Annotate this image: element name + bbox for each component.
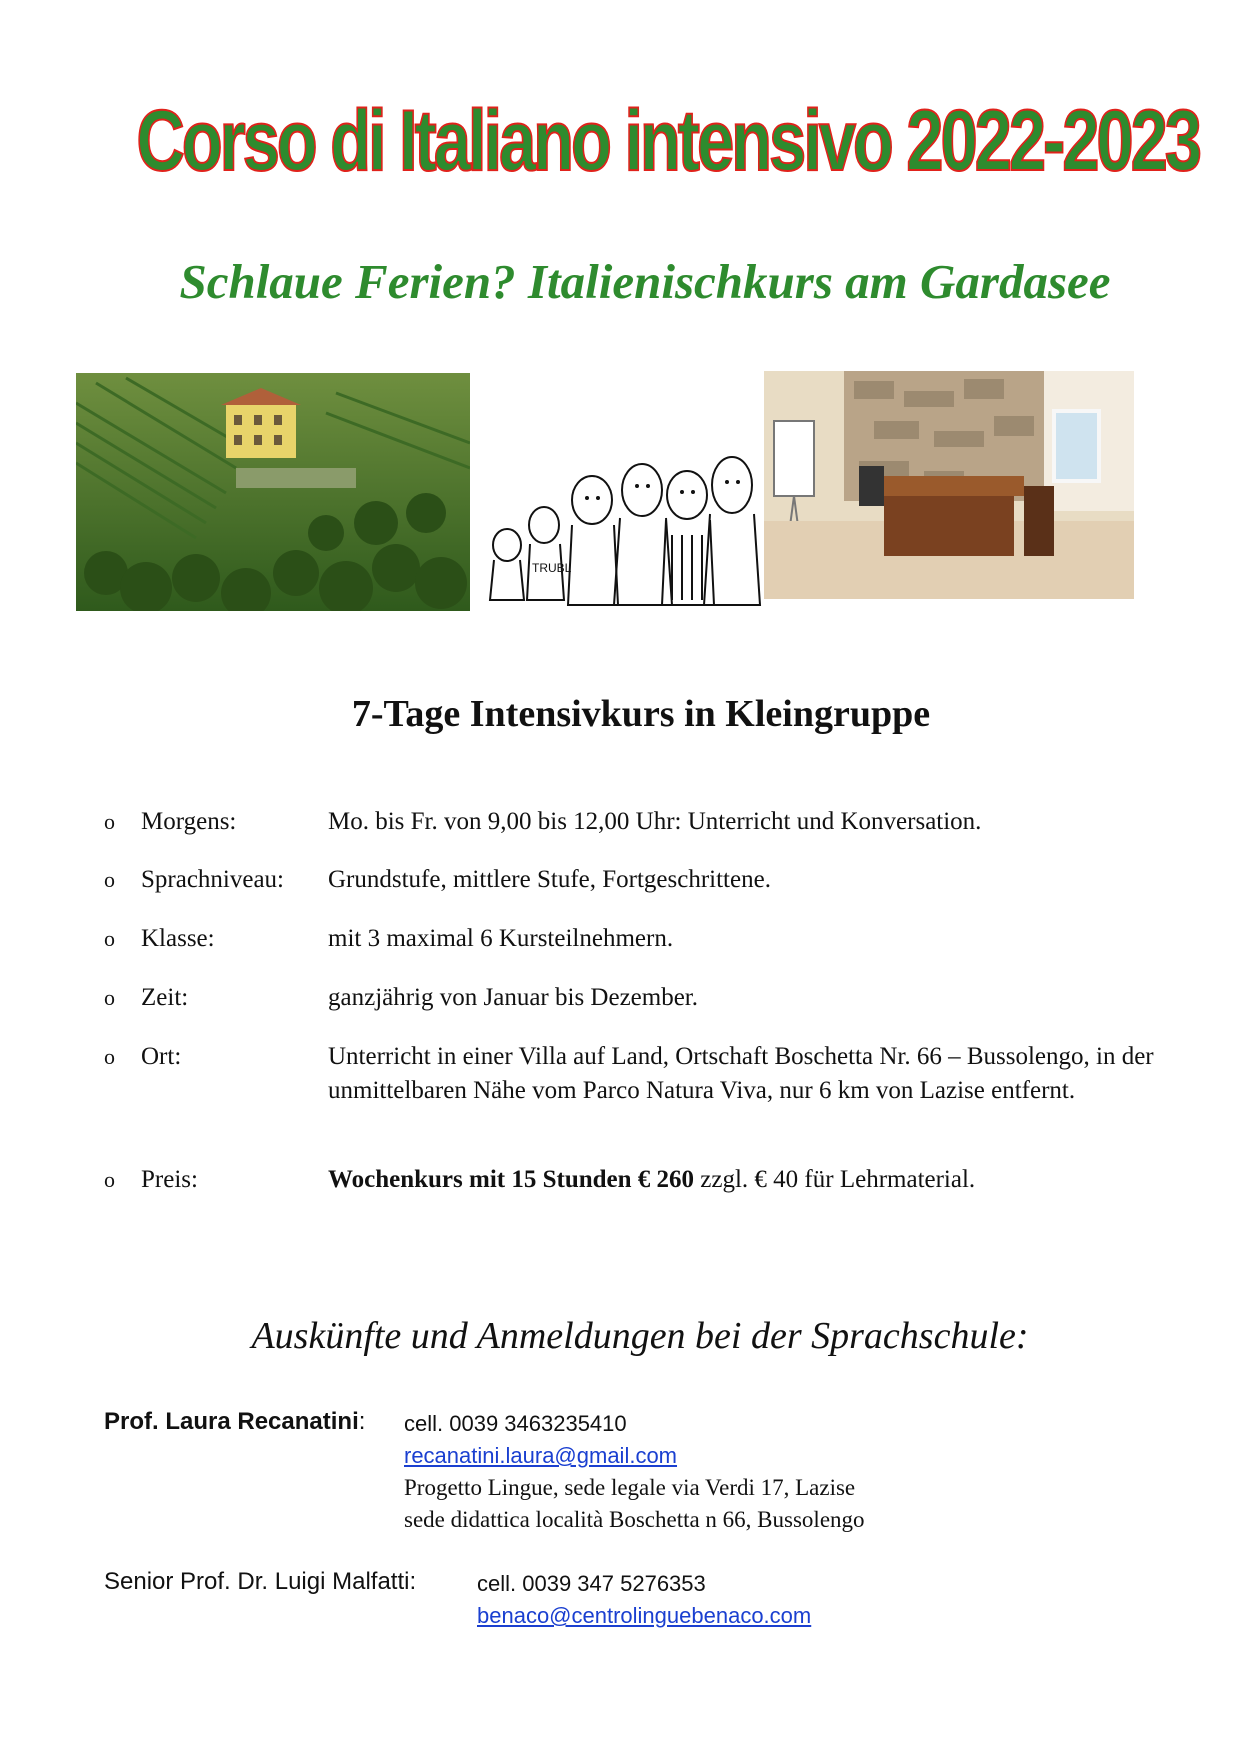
contact-2-name: Senior Prof. Dr. Luigi Malfatti: — [104, 1568, 417, 1595]
price-extra: zzgl. € 40 für Lehrmaterial. — [694, 1166, 976, 1193]
course-heading: 7-Tage Intensivkurs in Kleingruppe — [351, 693, 931, 735]
cartoon-group-illustration — [472, 440, 762, 610]
classroom-photo — [764, 371, 1134, 599]
price-highlight: Wochenkurs mit 15 Stunden € 260 — [328, 1166, 695, 1193]
item-label: Ort: — [141, 1043, 182, 1070]
cartoon-drawing — [472, 440, 762, 610]
bullet-marker: o — [104, 1167, 115, 1192]
contact-1-email-link[interactable]: recanatini.laura@gmail.com — [404, 1443, 678, 1468]
item-label: Preis: — [141, 1166, 198, 1193]
info-heading: Auskünfte und Anmeldungen bei der Sprachschule: — [251, 1315, 1029, 1357]
contact-1-name — [104, 1406, 365, 1438]
classroom-drawing — [764, 371, 1134, 599]
villa-photo-drawing — [76, 373, 470, 611]
villa-aerial-photo — [76, 373, 470, 611]
item-label: Morgens: — [141, 808, 237, 835]
item-value: Unterricht in einer Villa auf Land, Ortschaft Boschetta Nr. 66 – Bussolengo, in der unmittelbaren Nähe vom Parco Natura Viva, nur 6 km von Lazise entfernt. — [328, 1043, 1154, 1104]
item-label: Klasse: — [141, 925, 215, 952]
page-subtitle: Schlaue Ferien? Italienischkurs am Gardasee — [179, 254, 1111, 309]
contact-1-name-colon: : — [358, 1408, 366, 1435]
bullet-marker: o — [104, 926, 115, 951]
contact-2-phone: cell. 0039 347 5276353 — [477, 1571, 706, 1596]
contact-1-address-line-1: Progetto Lingue, sede legale via Verdi 17, Lazise — [404, 1475, 856, 1500]
item-value: ganzjährig von Januar bis Dezember. — [328, 984, 699, 1011]
item-value — [328, 1163, 1168, 1197]
contact-1-name-text: Prof. Laura Recanatini — [104, 1408, 359, 1435]
bullet-marker: o — [104, 1044, 115, 1069]
bullet-marker: o — [104, 809, 115, 834]
item-label: Sprachniveau: — [141, 866, 285, 893]
item-value: mit 3 maximal 6 Kursteilnehmern. — [328, 925, 674, 952]
item-value: Grundstufe, mittlere Stufe, Fortgeschrittene. — [328, 866, 771, 893]
bullet-marker: o — [104, 867, 115, 892]
item-value: Mo. bis Fr. von 9,00 bis 12,00 Uhr: Unterricht und Konversation. — [328, 808, 982, 835]
item-label: Zeit: — [141, 984, 189, 1011]
page-title: Corso di Italiano intensivo 2022-2023 — [136, 93, 1199, 189]
cartoon-shirt-text: TRUBL — [532, 561, 572, 575]
contact-1-phone: cell. 0039 3463235410 — [404, 1411, 627, 1436]
contact-1-address-line-2: sede didattica località Boschetta n 66, Bussolengo — [404, 1507, 865, 1532]
contact-2-email-link[interactable]: benaco@centrolinguebenaco.com — [477, 1603, 812, 1628]
bullet-marker: o — [104, 985, 115, 1010]
